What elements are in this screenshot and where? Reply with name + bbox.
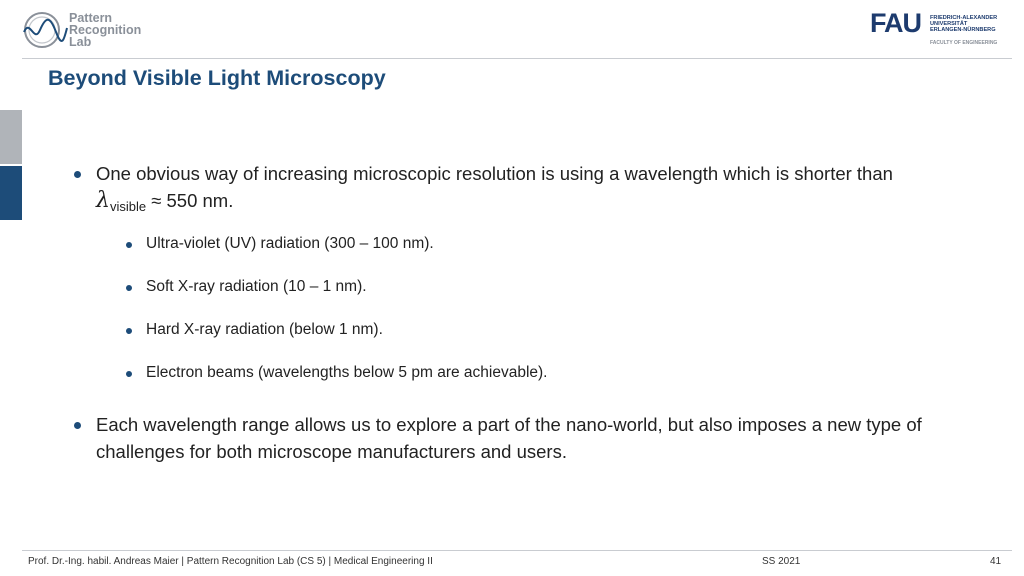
sub-bullet-text: Hard X-ray radiation (below 1 nm). [146,321,383,338]
sub-bullet-dot [126,328,132,334]
fau-logo [870,9,1000,47]
sub-bullet-dot [126,285,132,291]
sub-bullet-item [126,320,383,340]
bullet-dot [74,422,81,429]
fau-university-name: FRIEDRICH-ALEXANDER UNIVERSITÄT ERLANGEN-NÜRNBERG [930,15,998,34]
bullet-text: One obvious way of increasing microscopic resolution is using a wavelength which is shorter than [96,163,893,184]
sub-bullet-dot [126,242,132,248]
lambda-subscript: visible [109,199,147,214]
side-marker-blue [0,166,22,220]
footer-text: Prof. Dr.-Ing. habil. Andreas Maier | Pattern Recognition Lab (CS 5) | Medical Engineering II [28,556,433,567]
slide-title: Beyond Visible Light Microscopy [48,66,386,90]
sub-bullet-item [126,234,434,254]
slide-header [0,0,1024,58]
sub-bullet-text: Soft X-ray radiation (10 – 1 nm). [146,278,367,295]
sub-bullet-text: Electron beams (wavelengths below 5 pm are achievable). [146,364,548,381]
side-marker-grey [0,110,22,164]
sub-bullet-dot [126,371,132,377]
bullet-text-tail: ≈ 550 nm. [146,190,234,211]
page-number: 41 [990,556,1002,567]
sub-bullet-item [126,363,548,383]
bullet-text: challenges for both microscope manufacturers and users. [96,441,567,462]
pattern-recognition-lab-wordmark: Pattern Recognition Lab [69,11,142,49]
bullet-item [74,411,922,465]
lambda-symbol: λ [96,188,110,213]
footer-semester: SS 2021 [762,556,801,567]
sub-bullet-item [126,277,367,297]
bullet-item [74,160,893,216]
sub-bullet-text: Ultra-violet (UV) radiation (300 – 100 nm). [146,235,434,252]
fau-wordmark: FAU [870,8,921,38]
pattern-recognition-lab-logo [22,10,68,50]
footer-divider [22,550,1012,551]
title-divider [22,58,1012,59]
bullet-dot [74,171,81,178]
bullet-text: Each wavelength range allows us to explore a part of the nano-world, but also imposes a new type of [96,414,922,435]
fau-faculty: FACULTY OF ENGINEERING [930,40,998,46]
